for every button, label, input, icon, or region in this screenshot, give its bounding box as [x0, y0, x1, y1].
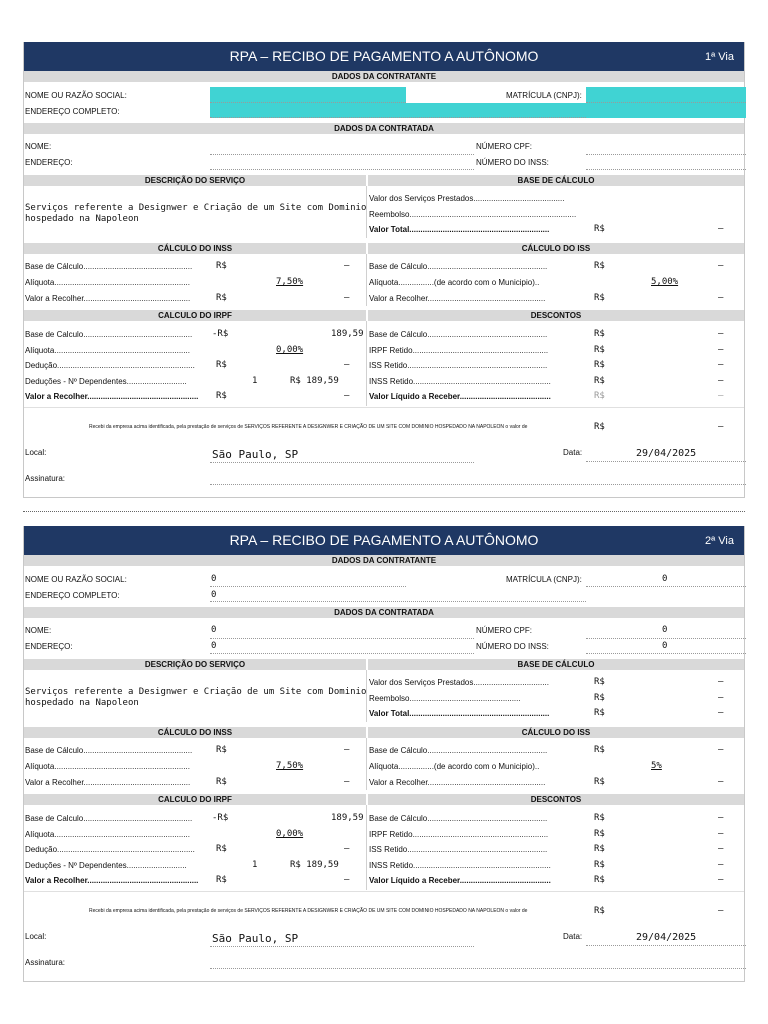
- inss-aliquota-label: Alíquota.............................................................: [25, 762, 190, 771]
- column-divider: [366, 805, 367, 890]
- section-calculo-iss: CÁLCULO DO ISS: [368, 727, 744, 738]
- iss-recolher-label: Valor a Recolher.....................................................: [369, 294, 546, 303]
- servicos-prestados-label: Valor dos Serviços Prestados.........................................: [369, 194, 565, 203]
- section-contratada: DADOS DA CONTRATADA: [24, 123, 744, 134]
- inss-base-value: –: [344, 745, 350, 755]
- desc-inss-label: INSS Retido..............................................................: [369, 861, 551, 870]
- matricula-value[interactable]: 0: [662, 574, 668, 584]
- iss-base-currency: R$: [594, 261, 605, 271]
- desc-base-currency: R$: [594, 329, 605, 339]
- irpf-deducao-value: –: [344, 360, 350, 370]
- irpf-deducao-currency: R$: [216, 844, 227, 854]
- inss-recolher-label: Valor a Recolher................................................: [25, 294, 191, 303]
- irpf-deducao-label: Dedução..............................................................: [25, 361, 195, 370]
- local-label: Local:: [25, 932, 47, 941]
- receipt-title: RPA – RECIBO DE PAGAMENTO A AUTÔNOMO: [229, 48, 539, 64]
- nome-razao-label: NOME OU RAZÃO SOCIAL:: [25, 575, 127, 584]
- valor-total-value: –: [718, 708, 724, 718]
- section-contratante: DADOS DA CONTRATANTE: [24, 555, 744, 566]
- nome-razao-value[interactable]: 0: [211, 574, 217, 584]
- iss-base-label: Base de Cálculo......................................................: [369, 262, 548, 271]
- field-line: [210, 154, 474, 155]
- row-divider: [24, 407, 744, 408]
- cpf-value[interactable]: 0: [662, 625, 668, 635]
- irpf-aliquota-label: Alíquota.............................................................: [25, 346, 190, 355]
- data-label: Data:: [563, 932, 583, 941]
- inss-base-currency: R$: [216, 261, 227, 271]
- nome-label: NOME:: [25, 626, 52, 635]
- liquido-label: Valor Líquido a Receber.........................................: [369, 876, 551, 885]
- data-value[interactable]: 29/04/2025: [636, 932, 697, 943]
- iss-base-value: –: [718, 745, 724, 755]
- valor-total-value: –: [718, 224, 724, 234]
- desc-iss-value: –: [718, 360, 724, 370]
- descricao-line-2: hospedado na Napoleon: [25, 698, 139, 708]
- desc-inss-currency: R$: [594, 376, 605, 386]
- irpf-aliquota-label: Alíquota.............................................................: [25, 830, 190, 839]
- endereco-label: ENDEREÇO:: [25, 642, 73, 651]
- desc-irpf-label: IRPF Retido.............................................................: [369, 830, 549, 839]
- nome-label: NOME:: [25, 142, 52, 151]
- receipt-title-bar: [24, 42, 744, 71]
- section-descontos: DESCONTOS: [368, 794, 744, 805]
- highlight-cell: [210, 103, 586, 118]
- desc-base-currency: R$: [594, 813, 605, 823]
- valor-total-currency: R$: [594, 224, 605, 234]
- irpf-base-label: Base de Calculo.................................................: [25, 330, 193, 339]
- descricao-line-1: Serviços referente a Designwer e Criação de um Site com Dominio: [25, 203, 367, 213]
- recebi-value: –: [718, 906, 724, 916]
- assinatura-label: Assinatura:: [25, 958, 66, 967]
- iss-aliquota-label: Alíquota................(de acordo com o Municipio)..: [369, 762, 540, 771]
- inss-number-label: NÚMERO DO INSS:: [476, 158, 549, 167]
- section-calculo-iss: CÁLCULO DO ISS: [368, 243, 744, 254]
- desc-inss-currency: R$: [594, 860, 605, 870]
- receipt-via-1: [23, 42, 745, 498]
- desc-base-label: Base de Cálculo......................................................: [369, 814, 548, 823]
- irpf-recolher-value: –: [344, 391, 350, 401]
- data-value[interactable]: 29/04/2025: [636, 448, 697, 459]
- irpf-aliquota-value[interactable]: 0,00%: [276, 829, 304, 839]
- desc-inss-value: –: [718, 376, 724, 386]
- iss-recolher-currency: R$: [594, 777, 605, 787]
- iss-recolher-label: Valor a Recolher.....................................................: [369, 778, 546, 787]
- column-divider: [366, 738, 367, 790]
- nome-razao-label: NOME OU RAZÃO SOCIAL:: [25, 91, 127, 100]
- field-line: [210, 117, 586, 118]
- column-divider: [366, 254, 367, 306]
- iss-recolher-value: –: [718, 293, 724, 303]
- servicos-prestados-value: –: [718, 677, 724, 687]
- irpf-deducao-currency: R$: [216, 360, 227, 370]
- section-base-calculo: BASE DE CÁLCULO: [368, 175, 744, 186]
- receipt-title: RPA – RECIBO DE PAGAMENTO A AUTÔNOMO: [229, 532, 539, 548]
- inss-base-label: Base de Cálculo.................................................: [25, 746, 193, 755]
- receipt-via-2: [23, 526, 745, 982]
- inss-recolher-value: –: [344, 777, 350, 787]
- descricao-line-2: hospedado na Napoleon: [25, 214, 139, 224]
- irpf-base-value: 189,59: [331, 329, 364, 339]
- valor-total-label: Valor Total...............................................................: [369, 225, 550, 234]
- cut-line: [23, 511, 745, 512]
- column-divider: [366, 321, 367, 406]
- field-line: [210, 169, 474, 170]
- field-line: [586, 102, 746, 103]
- field-line: [586, 586, 746, 587]
- irpf-dependentes-value: R$ 189,59: [290, 376, 339, 386]
- desc-base-label: Base de Cálculo......................................................: [369, 330, 548, 339]
- section-calculo-irpf: CALCULO DO IRPF: [24, 310, 366, 321]
- inss-number-label: NÚMERO DO INSS:: [476, 642, 549, 651]
- field-line: [210, 638, 474, 639]
- section-contratada: DADOS DA CONTRATADA: [24, 607, 744, 618]
- irpf-recolher-value: –: [344, 875, 350, 885]
- inss-aliquota-value[interactable]: 7,50%: [276, 277, 304, 287]
- data-label: Data:: [563, 448, 583, 457]
- section-calculo-inss: CÁLCULO DO INSS: [24, 727, 366, 738]
- section-descricao: DESCRIÇÃO DO SERVIÇO: [24, 659, 366, 670]
- liquido-label: Valor Líquido a Receber.........................................: [369, 392, 551, 401]
- recebi-value: –: [718, 422, 724, 432]
- section-calculo-inss: CÁLCULO DO INSS: [24, 243, 366, 254]
- desc-inss-value: –: [718, 860, 724, 870]
- inss-recolher-currency: R$: [216, 777, 227, 787]
- matricula-label: MATRÍCULA (CNPJ):: [506, 91, 582, 100]
- irpf-base-label: Base de Calculo.................................................: [25, 814, 193, 823]
- field-line: [586, 638, 746, 639]
- field-line: [210, 601, 586, 602]
- irpf-aliquota-value[interactable]: 0,00%: [276, 345, 304, 355]
- desc-inss-label: INSS Retido..............................................................: [369, 377, 551, 386]
- section-descricao: DESCRIÇÃO DO SERVIÇO: [24, 175, 366, 186]
- endereco-completo-label: ENDEREÇO COMPLETO:: [25, 107, 120, 116]
- irpf-recolher-currency: R$: [216, 391, 227, 401]
- local-value[interactable]: São Paulo, SP: [212, 448, 299, 461]
- desc-irpf-value: –: [718, 345, 724, 355]
- iss-aliquota-value[interactable]: 5,00%: [651, 277, 679, 287]
- field-line: [586, 154, 746, 155]
- inss-number-value[interactable]: 0: [662, 641, 668, 651]
- recebi-statement: Recebi da empresa acima identificada, pela prestação de serviços de SERVIÇOS REFERENTE A DESIGNWER E CRIAÇÃO DE UM SITE COM DOMINIO HOSPEDADO NA NAPOLEON o valor de: [89, 908, 528, 914]
- desc-iss-value: –: [718, 844, 724, 854]
- irpf-dependentes-count[interactable]: 1: [252, 860, 258, 870]
- desc-iss-currency: R$: [594, 844, 605, 854]
- desc-iss-label: ISS Retido...............................................................: [369, 845, 548, 854]
- cpf-label: NÚMERO CPF:: [476, 142, 532, 151]
- field-line: [586, 653, 746, 654]
- field-line: [586, 461, 746, 462]
- irpf-deducao-value: –: [344, 844, 350, 854]
- irpf-base-currency: -R$: [212, 813, 229, 823]
- iss-aliquota-value[interactable]: 5%: [651, 761, 662, 771]
- inss-recolher-currency: R$: [216, 293, 227, 303]
- row-divider: [24, 891, 744, 892]
- recebi-currency: R$: [594, 906, 605, 916]
- section-base-calculo: BASE DE CÁLCULO: [368, 659, 744, 670]
- field-line: [586, 945, 746, 946]
- irpf-dependentes-label: Deduções - Nº Dependentes...........................: [25, 377, 187, 386]
- inss-base-currency: R$: [216, 745, 227, 755]
- endereco-completo-value[interactable]: 0: [211, 590, 217, 600]
- signature-line: [210, 968, 746, 969]
- liquido-value: –: [718, 875, 724, 885]
- endereco-completo-label: ENDEREÇO COMPLETO:: [25, 591, 120, 600]
- iss-base-currency: R$: [594, 745, 605, 755]
- iss-base-value: –: [718, 261, 724, 271]
- cpf-label: NÚMERO CPF:: [476, 626, 532, 635]
- recebi-statement: Recebi da empresa acima identificada, pela prestação de serviços de SERVIÇOS REFERENTE A DESIGNWER E CRIAÇÃO DE UM SITE COM DOMINIO HOSPEDADO NA NAPOLEON o valor de: [89, 424, 528, 430]
- desc-irpf-currency: R$: [594, 829, 605, 839]
- via-label: 2ª Via: [705, 535, 734, 547]
- iss-recolher-value: –: [718, 777, 724, 787]
- liquido-currency: R$: [594, 875, 605, 885]
- receipt-title-bar: [24, 526, 744, 555]
- inss-base-value: –: [344, 261, 350, 271]
- irpf-recolher-currency: R$: [216, 875, 227, 885]
- endereco-label: ENDEREÇO:: [25, 158, 73, 167]
- local-label: Local:: [25, 448, 47, 457]
- inss-aliquota-value[interactable]: 7,50%: [276, 761, 304, 771]
- iss-recolher-currency: R$: [594, 293, 605, 303]
- servicos-prestados-currency: R$: [594, 677, 605, 687]
- section-contratante: DADOS DA CONTRATANTE: [24, 71, 744, 82]
- matricula-label: MATRÍCULA (CNPJ):: [506, 575, 582, 584]
- nome-value[interactable]: 0: [211, 625, 217, 635]
- iss-aliquota-label: Alíquota................(de acordo com o Municipio)..: [369, 278, 540, 287]
- desc-irpf-currency: R$: [594, 345, 605, 355]
- desc-irpf-value: –: [718, 829, 724, 839]
- irpf-deducao-label: Dedução..............................................................: [25, 845, 195, 854]
- field-line: [210, 653, 474, 654]
- irpf-recolher-label: Valor a Recolher..................................................: [25, 392, 199, 401]
- valor-total-currency: R$: [594, 708, 605, 718]
- assinatura-label: Assinatura:: [25, 474, 66, 483]
- section-descontos: DESCONTOS: [368, 310, 744, 321]
- iss-base-label: Base de Cálculo......................................................: [369, 746, 548, 755]
- desc-base-value: –: [718, 813, 724, 823]
- signature-line: [210, 484, 746, 485]
- desc-irpf-label: IRPF Retido.............................................................: [369, 346, 549, 355]
- field-line: [210, 946, 474, 947]
- inss-recolher-value: –: [344, 293, 350, 303]
- inss-base-label: Base de Cálculo.................................................: [25, 262, 193, 271]
- reembolso-currency: R$: [594, 693, 605, 703]
- highlight-cell: [210, 87, 406, 103]
- field-line: [210, 586, 406, 587]
- servicos-prestados-label: Valor dos Serviços Prestados..................................: [369, 678, 549, 687]
- desc-base-value: –: [718, 329, 724, 339]
- local-value[interactable]: São Paulo, SP: [212, 932, 299, 945]
- reembolso-label: Reembolso...........................................................................: [369, 210, 577, 219]
- desc-iss-label: ISS Retido...............................................................: [369, 361, 548, 370]
- field-line: [586, 169, 746, 170]
- inss-aliquota-label: Alíquota.............................................................: [25, 278, 190, 287]
- field-line: [210, 462, 474, 463]
- inss-recolher-label: Valor a Recolher................................................: [25, 778, 191, 787]
- section-calculo-irpf: CALCULO DO IRPF: [24, 794, 366, 805]
- reembolso-label: Reembolso..................................................: [369, 694, 521, 703]
- irpf-recolher-label: Valor a Recolher..................................................: [25, 876, 199, 885]
- valor-total-label: Valor Total...............................................................: [369, 709, 550, 718]
- reembolso-value: –: [718, 693, 724, 703]
- descricao-line-1: Serviços referente a Designwer e Criação de um Site com Dominio: [25, 687, 367, 697]
- irpf-base-currency: -R$: [212, 329, 229, 339]
- irpf-dependentes-value: R$ 189,59: [290, 860, 339, 870]
- irpf-dependentes-count[interactable]: 1: [252, 376, 258, 386]
- via-label: 1ª Via: [705, 51, 734, 63]
- desc-iss-currency: R$: [594, 360, 605, 370]
- field-line: [210, 102, 406, 103]
- endereco-value[interactable]: 0: [211, 641, 217, 651]
- recebi-currency: R$: [594, 422, 605, 432]
- liquido-currency: R$: [594, 391, 605, 401]
- liquido-value: –: [718, 391, 724, 401]
- irpf-base-value: 189,59: [331, 813, 364, 823]
- irpf-dependentes-label: Deduções - Nº Dependentes...........................: [25, 861, 187, 870]
